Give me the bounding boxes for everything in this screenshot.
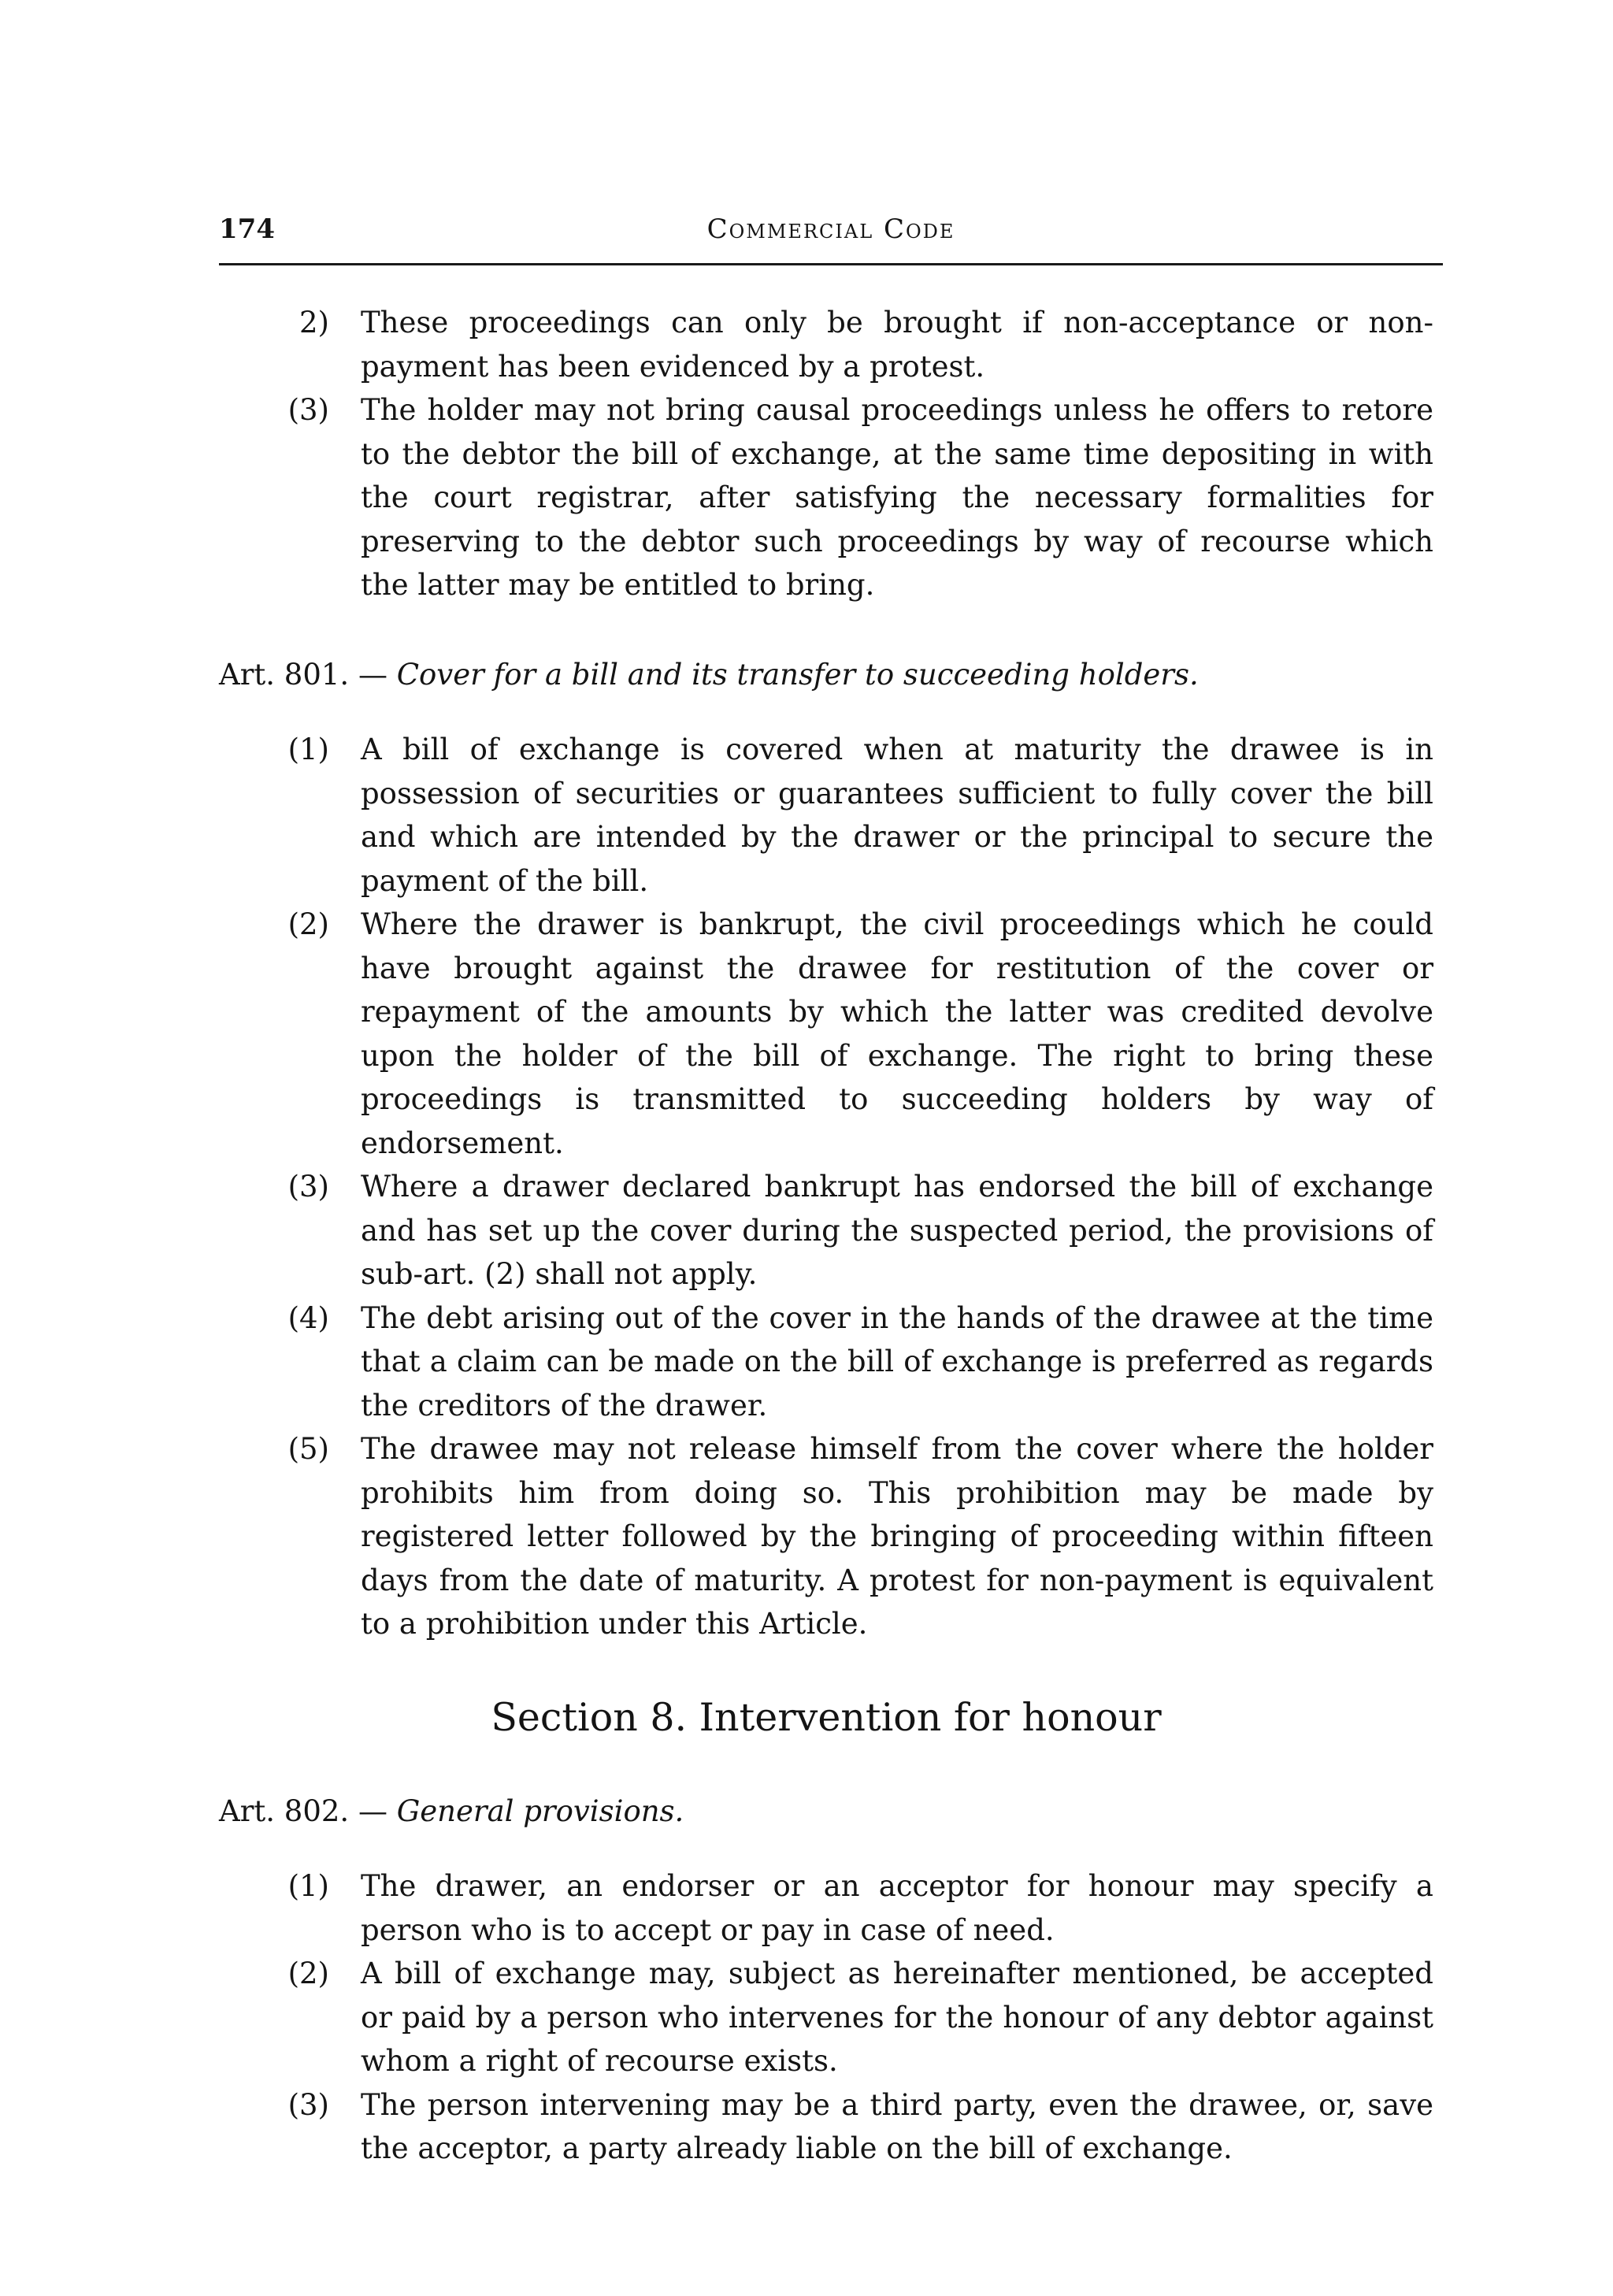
header-rule (219, 263, 1443, 265)
paragraph (219, 301, 1433, 388)
paragraph-text: These proceedings can only be brought if non-acceptance or non-payment has been evidenced by a protest. (361, 306, 1433, 384)
paragraph-number: 2) (299, 306, 329, 339)
article-heading (219, 653, 1433, 697)
article-title: General provisions. (396, 1793, 684, 1828)
paragraph-number: (1) (287, 733, 329, 766)
article-label: Art. 802. — (219, 1793, 387, 1828)
paragraph (219, 1864, 1433, 1952)
paragraph (219, 1165, 1433, 1296)
paragraph-number: (5) (287, 1432, 329, 1466)
paragraph-text: A bill of exchange is covered when at maturity the drawee is in possession of securities or guarantees sufficient to fully cover the bill and which are intended by the drawer or the principal to secure the payment of the bill. (361, 733, 1433, 898)
paragraph-number: (1) (287, 1869, 329, 1903)
paragraph-text: The drawee may not release himself from the cover where the holder prohibits him from doing so. This prohibition may be made by registered letter followed by the bringing of proceeding within fifteen days from the date of maturity. A protest for non-payment is equivalent to a prohibition under this Article. (361, 1432, 1433, 1641)
paragraph-number: (3) (287, 393, 329, 427)
paragraph-number: (2) (287, 1957, 329, 1990)
book-title: Commercial Code (706, 213, 955, 245)
paragraph-text: Where a drawer declared bankrupt has endorsed the bill of exchange and has set up the cover during the suspected period, the provisions of sub-art. (2) shall not apply. (361, 1170, 1433, 1291)
paragraph-text: Where the drawer is bankrupt, the civil proceedings which he could have brought against the drawee for restitution of the cover or repayment of the amounts by which the latter was credited devolve upon the holder of the bill of exchange. The right to bring these proceedings is transmitted to succeeding holders by way of endorsement. (361, 907, 1433, 1160)
paragraph (219, 1296, 1433, 1428)
paragraph (219, 2083, 1433, 2171)
paragraph-text: The holder may not bring causal proceedings unless he offers to retore to the debtor the bill of exchange, at the same time depositing in with the court registrar, after satisfying the necessary formalities for preserving to the debtor such proceedings by way of recourse which the latter may be entitled to bring. (361, 393, 1433, 602)
article-label: Art. 801. — (219, 657, 387, 692)
body-text (219, 301, 1433, 2171)
paragraph-number: (3) (287, 2087, 329, 2122)
section-heading: Section 8. Intervention for honour (491, 1694, 1162, 1740)
paragraph-text: The person intervening may be a third party, even the drawee, or, save the acceptor, a party already liable on the bill of exchange. (361, 2087, 1433, 2165)
paragraph (219, 388, 1433, 607)
running-head (219, 211, 1443, 247)
paragraph-number: (4) (287, 1300, 329, 1335)
paragraph (219, 1427, 1433, 1646)
page-number: 174 (219, 213, 275, 245)
article-heading (219, 1790, 1433, 1834)
article-title: Cover for a bill and its transfer to succeeding holders. (396, 657, 1199, 692)
paragraph-number: (3) (287, 1170, 329, 1204)
paragraph (219, 1952, 1433, 2083)
paragraph (219, 728, 1433, 903)
paragraph-number: (2) (287, 907, 329, 941)
paragraph-text: The debt arising out of the cover in the hands of the drawee at the time that a claim can be made on the bill of exchange is preferred as regards the creditors of the drawer. (361, 1300, 1433, 1422)
paragraph-text: The drawer, an endorser or an acceptor for honour may specify a person who is to accept or pay in case of need. (361, 1869, 1433, 1947)
paragraph (219, 903, 1433, 1165)
paragraph-text: A bill of exchange may, subject as hereinafter mentioned, be accepted or paid by a person who intervenes for the honour of any debtor against whom a right of recourse exists. (361, 1957, 1433, 2078)
